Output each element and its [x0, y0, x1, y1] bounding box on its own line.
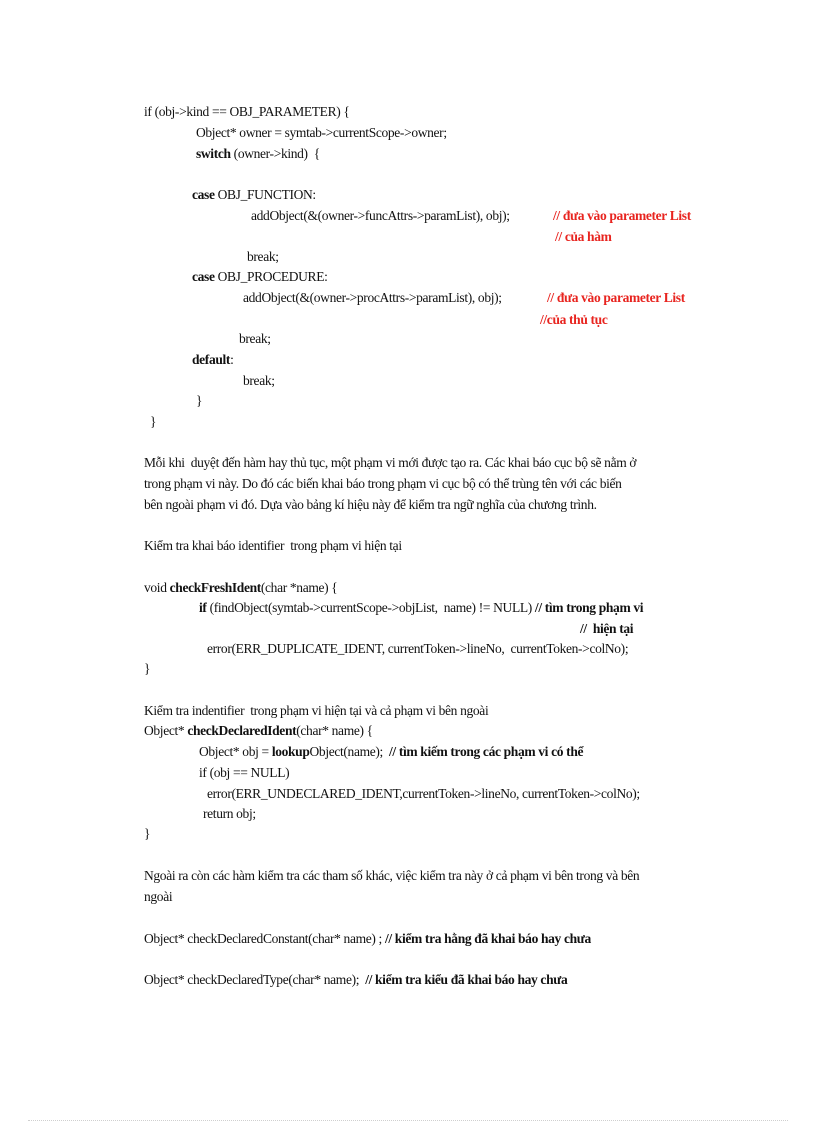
code-comment: // tìm kiếm trong các phạm vi có thể — [382, 744, 584, 759]
code-line — [199, 743, 583, 760]
code-text: Object* — [144, 723, 188, 738]
code-comment: // đưa vào parameter List — [547, 290, 685, 305]
code-text: void — [144, 580, 170, 595]
code-line: } — [144, 826, 151, 841]
code-text: Object* obj = — [199, 744, 272, 759]
code-line: if (obj->kind == OBJ_PARAMETER) { — [144, 104, 350, 119]
code-line: addObject(&(owner->funcAttrs->paramList), obj); — [251, 208, 510, 223]
code-line — [196, 145, 320, 162]
code-comment: // hiện tại — [580, 621, 634, 636]
code-line: break; — [243, 373, 275, 388]
function-name: checkDeclaredIdent — [187, 723, 297, 738]
code-line — [192, 268, 328, 285]
keyword: case — [192, 269, 215, 284]
paragraph-line: ngoài — [144, 889, 173, 904]
code-comment: // tìm trong phạm vi — [531, 600, 644, 615]
code-line: } — [196, 393, 203, 408]
code-text: (findObject(symtab->currentScope->objList, name) != NULL) — [206, 600, 532, 615]
code-text: Object* checkDeclaredType(char* name); — [144, 972, 366, 987]
code-line: } — [150, 414, 157, 429]
declaration-line — [144, 971, 567, 988]
code-comment: // đưa vào parameter List — [553, 208, 691, 223]
code-line: error(ERR_DUPLICATE_IDENT, currentToken->lineNo, currentToken->colNo); — [207, 641, 629, 656]
code-text: OBJ_FUNCTION: — [214, 187, 316, 202]
paragraph-line: Mỗi khi duyệt đến hàm hay thủ tục, một phạm vi mới được tạo ra. Các khai báo cục bộ sẽ nằm ở — [144, 455, 637, 470]
code-text: Object(name); — [309, 744, 383, 759]
code-comment: // kiểm tra hằng đã khai báo hay chưa — [384, 931, 591, 946]
keyword: lookup — [271, 744, 310, 759]
paragraph-line: bên ngoài phạm vi đó. Dựa vào bảng kí hiệu này để kiểm tra ngữ nghĩa của chương trình. — [144, 497, 597, 512]
code-line: error(ERR_UNDECLARED_IDENT,currentToken->lineNo, currentToken->colNo); — [207, 786, 640, 801]
code-text: (owner->kind) { — [230, 146, 320, 161]
keyword: default — [192, 352, 231, 367]
section-heading: Kiểm tra khai báo identifier trong phạm vi hiện tại — [144, 538, 402, 553]
code-line — [192, 351, 233, 368]
code-line: break; — [247, 249, 279, 264]
code-text: : — [230, 352, 234, 367]
code-text: OBJ_PROCEDURE: — [214, 269, 328, 284]
code-line: break; — [239, 331, 271, 346]
code-line — [144, 579, 337, 596]
code-comment: //của thủ tục — [540, 312, 608, 327]
code-line: Object* owner = symtab->currentScope->owner; — [196, 125, 447, 140]
declaration-line — [144, 930, 591, 947]
code-text: Object* checkDeclaredConstant(char* name) ; — [144, 931, 385, 946]
code-line: } — [144, 661, 151, 676]
code-text: (char* name) { — [296, 723, 373, 738]
code-line — [144, 722, 373, 739]
section-heading: Kiểm tra indentifier trong phạm vi hiện tại và cả phạm vi bên ngoài — [144, 703, 489, 718]
paragraph-line: trong phạm vi này. Do đó các biến khai báo trong phạm vi cục bộ có thể trùng tên với các biến — [144, 476, 622, 491]
function-name: checkFreshIdent — [169, 580, 261, 595]
page-bottom-divider — [28, 1120, 788, 1121]
code-line: addObject(&(owner->procAttrs->paramList), obj); — [243, 290, 502, 305]
code-text: (char *name) { — [260, 580, 338, 595]
code-comment: // kiểm tra kiểu đã khai báo hay chưa — [365, 972, 568, 987]
keyword: case — [192, 187, 215, 202]
code-line: if (obj == NULL) — [199, 765, 290, 780]
code-line — [192, 186, 316, 203]
keyword: switch — [196, 146, 231, 161]
code-line — [199, 599, 643, 616]
paragraph-line: Ngoài ra còn các hàm kiểm tra các tham số khác, việc kiểm tra này ở cả phạm vi bên trong và bên — [144, 868, 640, 883]
code-line: return obj; — [203, 806, 256, 821]
keyword: if — [199, 600, 207, 615]
code-comment: // của hàm — [555, 229, 612, 244]
